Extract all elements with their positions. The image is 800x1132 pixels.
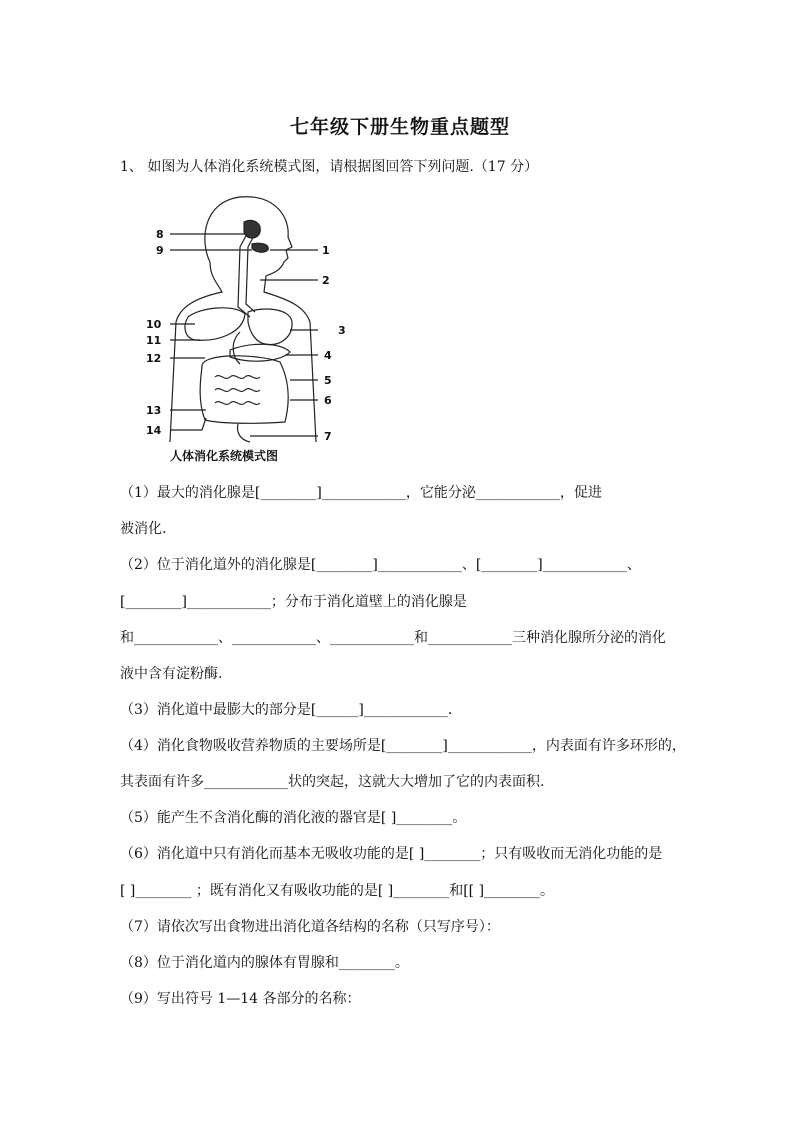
label-11: 11 <box>146 334 162 347</box>
text-line-2: 被消化. <box>120 521 167 537</box>
text-line-7: （3）消化道中最膨大的部分是[______]____________. <box>120 702 453 718</box>
text-line-1: （1）最大的消化腺是[________]____________，它能分泌____________，促进 <box>120 485 602 501</box>
label-7: 7 <box>324 430 332 443</box>
question-1-intro: 1、 如图为人体消化系统模式图，请根据图回答下列问题.（17 分） <box>120 159 539 175</box>
label-13: 13 <box>146 404 162 417</box>
digestive-system-figure <box>140 192 370 472</box>
text-line-9: 其表面有许多____________状的突起，这就大大增加了它的内表面积. <box>120 774 545 790</box>
text-line-8: （4）消化食物吸收营养物质的主要场所是[________]____________，内表面有许多环形的， <box>120 738 686 754</box>
text-line-12: [ ]________ ；既有消化又有吸收功能的是[ ]________和[[ ]________。 <box>120 883 555 899</box>
page-title: 七年级下册生物重点题型 <box>289 116 510 138</box>
label-10: 10 <box>146 318 162 331</box>
text-line-4: [________]____________；分布于消化道壁上的消化腺是 <box>120 594 467 610</box>
label-4: 4 <box>324 349 332 362</box>
text-line-5: 和____________、____________、____________和____________三种消化腺所分泌的消化 <box>120 630 666 646</box>
label-5: 5 <box>324 374 332 387</box>
text-line-13: （7）请依次写出食物进出消化道各结构的名称（只写序号）： <box>120 919 500 935</box>
text-line-6: 液中含有淀粉酶. <box>120 666 223 682</box>
label-2: 2 <box>322 274 330 287</box>
label-14: 14 <box>146 424 162 437</box>
text-line-3: （2）位于消化道外的消化腺是[________]____________、[________]____________、 <box>120 557 641 573</box>
label-6: 6 <box>324 394 332 407</box>
text-line-14: （8）位于消化道内的腺体有胃腺和________。 <box>120 955 409 971</box>
label-12: 12 <box>146 352 162 365</box>
text-line-15: （9）写出符号 1—14 各部分的名称： <box>120 991 361 1007</box>
label-3: 3 <box>338 324 346 337</box>
label-8: 8 <box>156 228 164 241</box>
label-1: 1 <box>322 244 330 257</box>
digestive-system-diagram <box>140 192 370 472</box>
figure-caption: 人体消化系统模式图 <box>170 449 279 463</box>
text-line-10: （5）能产生不含消化酶的消化液的器官是[ ]________。 <box>120 810 467 826</box>
label-9: 9 <box>156 244 164 257</box>
text-line-11: （6）消化道中只有消化而基本无吸收功能的是[ ]________；只有吸收而无消化功能的是 <box>120 846 663 862</box>
